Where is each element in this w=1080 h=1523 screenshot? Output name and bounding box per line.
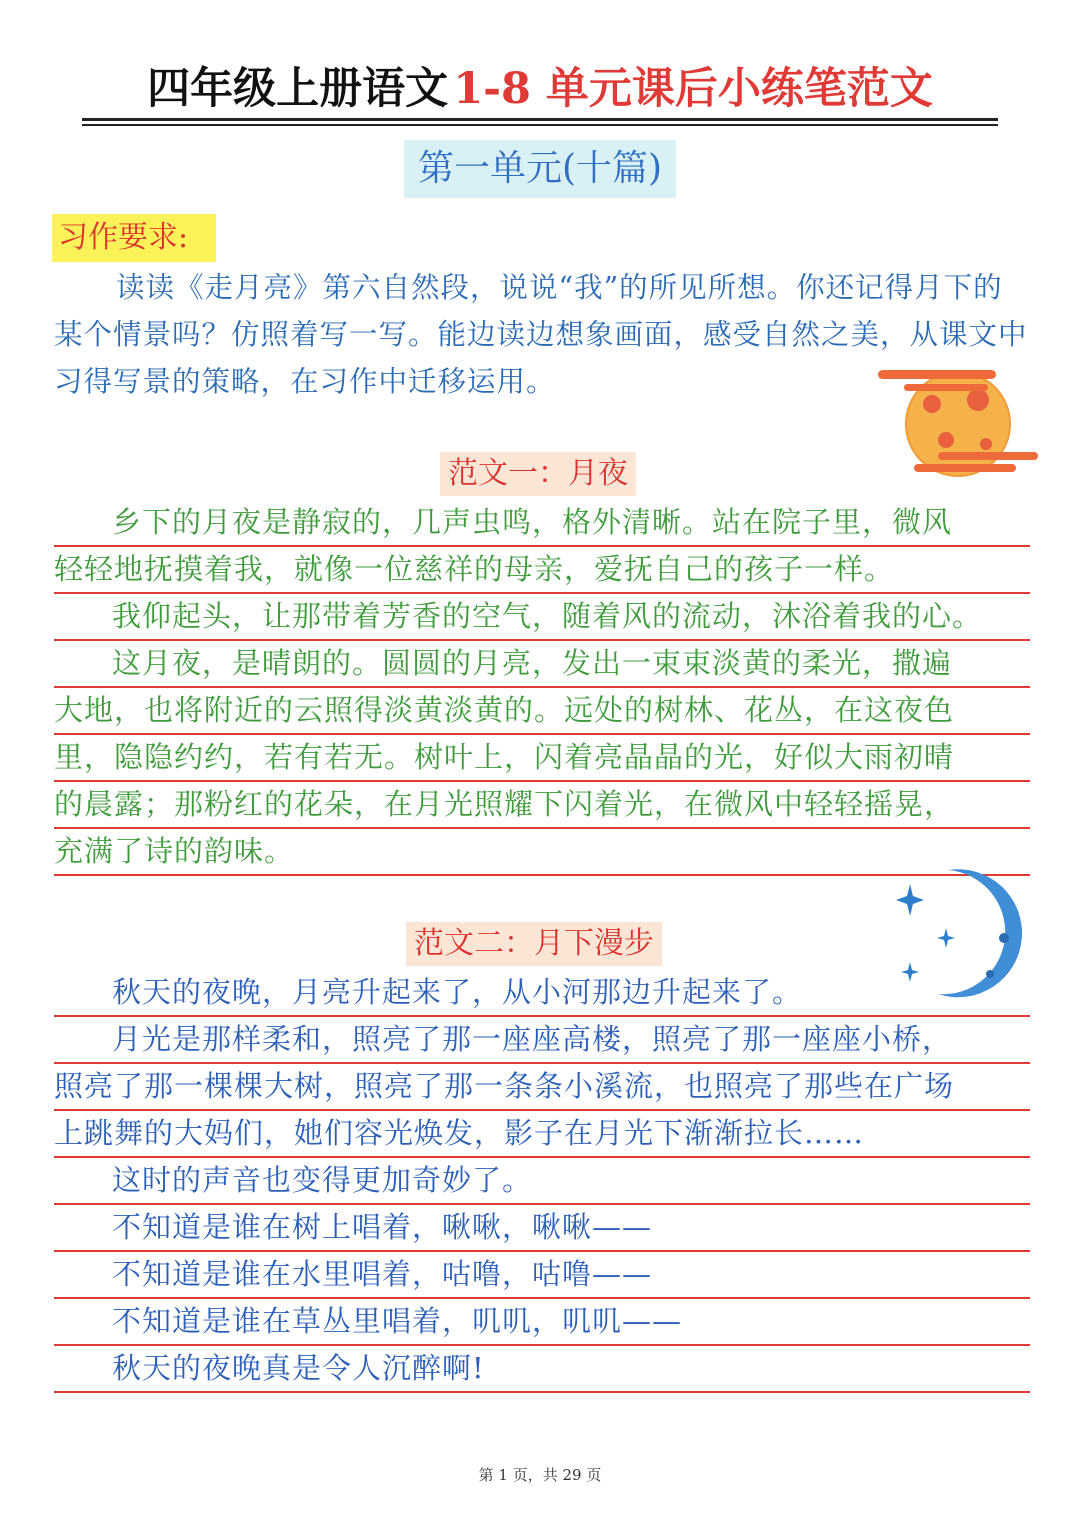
essay1-line: 的晨露；那粉红的花朵，在月光照耀下闪着光，在微风中轻轻摇晃， [54, 782, 1030, 829]
essay1-line: 我仰起头，让那带着芳香的空气，随着风的流动，沐浴着我的心。 [54, 594, 1030, 641]
page-number-footer: 第 1 页，共 29 页 [478, 1466, 602, 1484]
essay2-line: 不知道是谁在树上唱着，啾啾，啾啾—— [54, 1205, 1030, 1252]
essay1-title: 范文一：月夜 [440, 452, 636, 496]
essay2-line: 不知道是谁在草丛里唱着，叽叽，叽叽—— [54, 1299, 1030, 1346]
full-moon-icon [874, 364, 1046, 482]
requirement-text: 读读《走月亮》第六自然段，说说“我”的所见所想。你还记得月下的某个情景吗？仿照着写一写。能边读边想象画面，感受自然之美，从课文中习得写景的策略，在习作中迁移运用。 [54, 271, 1028, 398]
essay2-line: 上跳舞的大妈们，她们容光焕发，影子在月光下渐渐拉长…… [54, 1111, 1030, 1158]
essay2-title: 范文二：月下漫步 [406, 922, 662, 966]
essay2-line: 月光是那样柔和，照亮了那一座座高楼，照亮了那一座座小桥， [54, 1017, 1030, 1064]
essay2-line: 照亮了那一棵棵大树，照亮了那一条条小溪流，也照亮了那些在广场 [54, 1064, 1030, 1111]
title-underline-thin [82, 124, 998, 126]
essay2-line: 不知道是谁在水里唱着，咕噜，咕噜—— [54, 1252, 1030, 1299]
essay1-line: 这月夜，是晴朗的。圆圆的月亮，发出一束束淡黄的柔光，撒遍 [54, 641, 1030, 688]
page-title [82, 60, 998, 118]
title-red-part: 1-8 单元课后小练笔范文 [453, 64, 933, 114]
essay2-line: 这时的声音也变得更加奇妙了。 [54, 1158, 1030, 1205]
essay1-line: 乡下的月夜是静寂的，几声虫鸣，格外清晰。站在院子里，微风 [54, 500, 1030, 547]
title-black-part: 四年级上册语文 [147, 64, 449, 114]
essay2-line: 秋天的夜晚，月亮升起来了，从小河那边升起来了。 [54, 970, 1030, 1017]
essay2-line: 秋天的夜晚真是令人沉醉啊! [54, 1346, 1030, 1393]
unit-heading: 第一单元(十篇) [404, 140, 676, 198]
essay1-line: 里，隐隐约约，若有若无。树叶上，闪着亮晶晶的光，好似大雨初晴 [54, 735, 1030, 782]
essay1-line: 轻轻地抚摸着我，就像一位慈祥的母亲，爱抚自己的孩子一样。 [54, 547, 1030, 594]
title-underline-thick [82, 118, 998, 121]
essay1-line: 大地，也将附近的云照得淡黄淡黄的。远处的树林、花丛，在这夜色 [54, 688, 1030, 735]
requirement-label: 习作要求: [52, 214, 216, 262]
essay1-line: 充满了诗的韵味。 [54, 829, 1030, 876]
